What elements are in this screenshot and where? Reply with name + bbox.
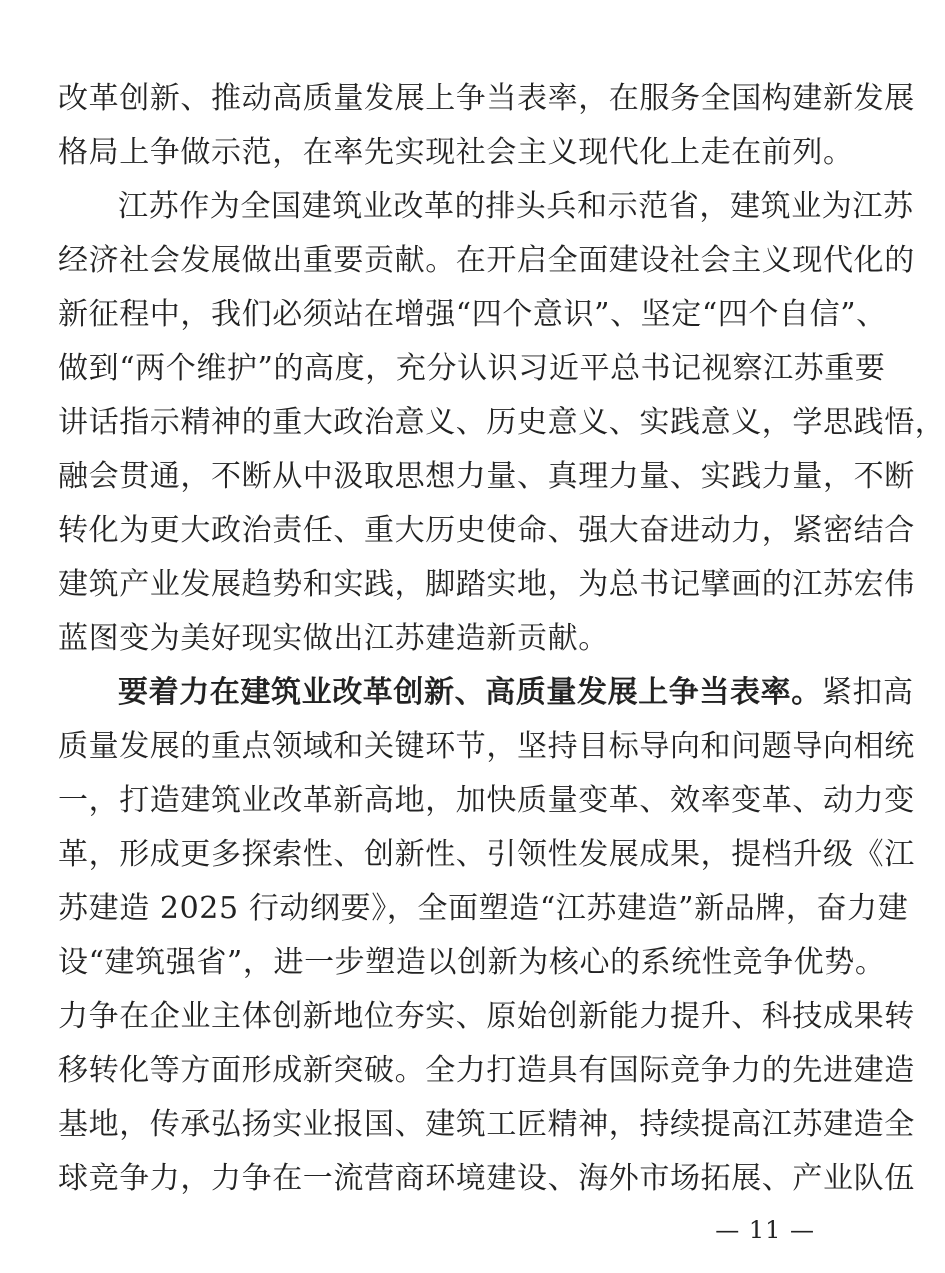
text-line: 经济社会发展做出重要贡献。在开启全面建设社会主义现代化的 (58, 243, 915, 278)
text-line: 江苏作为全国建筑业改革的排头兵和示范省，建筑业为江苏 (118, 189, 914, 224)
text-line: 新征程中，我们必须站在增强“四个意识”、坚定“四个自信”、 (58, 297, 887, 332)
text-line: 融会贯通，不断从中汲取思想力量、真理力量、实践力量，不断 (58, 459, 915, 494)
paragraph-1 (58, 72, 915, 180)
text-line: 苏建造 2025 行动纲要》，全面塑造“江苏建造”新品牌，奋力建 (58, 891, 909, 926)
text-line: 设“建筑强省”，进一步塑造以创新为核心的系统性竞争优势。 (58, 945, 886, 980)
text-line: 改革创新、推动高质量发展上争当表率，在服务全国构建新发展 (58, 81, 915, 116)
text-line: 革，形成更多探索性、创新性、引领性发展成果，提档升级《江 (58, 837, 915, 872)
paragraph-2 (58, 180, 945, 666)
text-line: 移转化等方面形成新突破。全力打造具有国际竞争力的先进建造 (58, 1053, 915, 1088)
lead-continuation: 紧扣高 (821, 675, 914, 710)
text-line: 一，打造建筑业改革新高地，加快质量变革、效率变革、动力变 (58, 783, 915, 818)
text-line: 基地，传承弘扬实业报国、建筑工匠精神，持续提高江苏建造全 (58, 1107, 915, 1142)
body-text (58, 72, 945, 1206)
text-line: 格局上争做示范，在率先实现社会主义现代化上走在前列。 (58, 135, 854, 170)
text-line-first (58, 666, 914, 720)
text-line: 蓝图变为美好现实做出江苏建造新贡献。 (58, 621, 609, 656)
text-line: 转化为更大政治责任、重大历史使命、强大奋进动力，紧密结合 (58, 513, 915, 548)
text-line: 建筑产业发展趋势和实践，脚踏实地，为总书记擘画的江苏宏伟 (58, 567, 915, 602)
bold-lead-sentence: 要着力在建筑业改革创新、高质量发展上争当表率。 (118, 675, 822, 710)
text-line: 力争在企业主体创新地位夯实、原始创新能力提升、科技成果转 (58, 999, 915, 1034)
paragraph-3 (58, 666, 915, 1206)
text-line: 质量发展的重点领域和关键环节，坚持目标导向和问题导向相统 (58, 729, 915, 764)
text-line: 做到“两个维护”的高度，充分认识习近平总书记视察江苏重要 (58, 351, 886, 386)
text-line: 球竞争力，力争在一流营商环境建设、海外市场拓展、产业队伍 (58, 1161, 915, 1196)
text-line: 讲话指示精神的重大政治意义、历史意义、实践意义，学思践悟， (58, 405, 945, 440)
page-number: — 11 — (715, 1216, 815, 1244)
